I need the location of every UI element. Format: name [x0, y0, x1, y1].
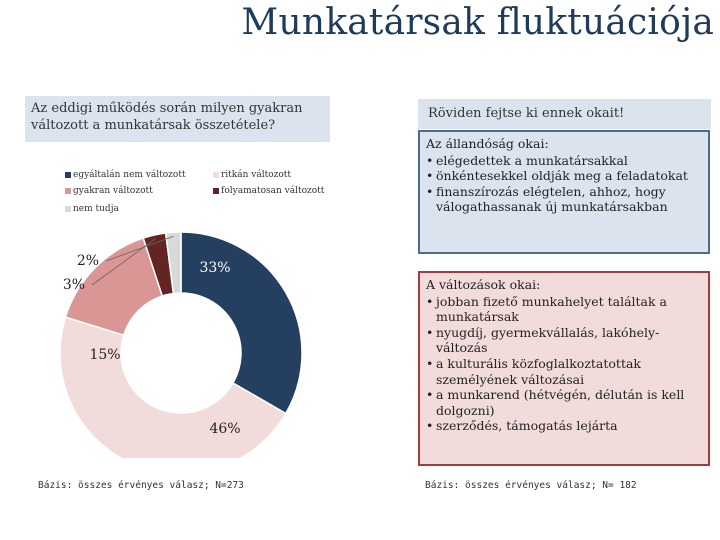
- list-item: • önkéntesekkel oldják meg a feladatokat: [426, 168, 702, 184]
- list-item: • a munkarend (hétvégén, délután is kell dolgozni): [426, 387, 702, 418]
- data-label-4: 2%: [76, 253, 100, 269]
- legend-label: egyáltalán nem változott: [73, 170, 186, 180]
- legend-item-ritkan: [213, 170, 291, 180]
- legend-swatch: [65, 172, 71, 178]
- legend-item-egyaltalan: [65, 170, 186, 180]
- legend-swatch: [65, 188, 71, 194]
- data-label-0: 33%: [199, 260, 231, 276]
- legend-label: ritkán változott: [221, 170, 292, 180]
- stability-heading: Az állandóság okai:: [426, 136, 549, 151]
- slide-title: Munkatársak fluktuációja: [241, 2, 714, 43]
- legend-label: folyamatosan változott: [221, 186, 325, 196]
- change-heading: A változások okai:: [426, 277, 541, 292]
- list-item: • nyugdíj, gyermekvállalás, lakóhely-változás: [426, 325, 702, 356]
- reasons-question: Röviden fejtse ki ennek okait!: [418, 99, 711, 129]
- list-item: • jobban fizető munkahelyet találtak a munkatársak: [426, 294, 702, 325]
- list-item: • a kulturális közfoglalkoztatottak személyének változásai: [426, 356, 702, 387]
- legend-item-nem-tudja: [65, 204, 119, 214]
- change-reasons-box: [418, 271, 710, 466]
- chart-question: Az eddigi működés során milyen gyakran változott a munkatársak összetétele?: [25, 96, 330, 142]
- list-item: • szerződés, támogatás lejárta: [426, 418, 702, 434]
- legend-label: nem tudja: [73, 204, 119, 214]
- legend-item-folyamatosan: [213, 186, 324, 196]
- stability-reasons-box: [418, 130, 710, 254]
- list-item: • finanszírozás elégtelen, ahhoz, hogy válogathassanak új munkatársakban: [426, 184, 702, 215]
- data-label-1: 46%: [209, 421, 241, 437]
- legend-label: gyakran változott: [73, 186, 153, 196]
- change-list: [426, 294, 702, 434]
- stability-list: [426, 153, 702, 215]
- legend-swatch: [213, 172, 219, 178]
- chart-legend: [65, 170, 345, 220]
- doughnut-chart: [60, 228, 320, 458]
- data-label-3: 3%: [62, 277, 86, 293]
- legend-swatch: [213, 188, 219, 194]
- legend-item-gyakran: [65, 186, 153, 196]
- left-footnote: Bázis: összes érvényes válasz; N=273: [38, 480, 244, 491]
- right-footnote: Bázis: összes érvényes válasz; N= 182: [425, 480, 637, 491]
- legend-swatch: [65, 206, 71, 212]
- list-item: • elégedettek a munkatársakkal: [426, 153, 702, 169]
- data-label-2: 15%: [89, 347, 121, 363]
